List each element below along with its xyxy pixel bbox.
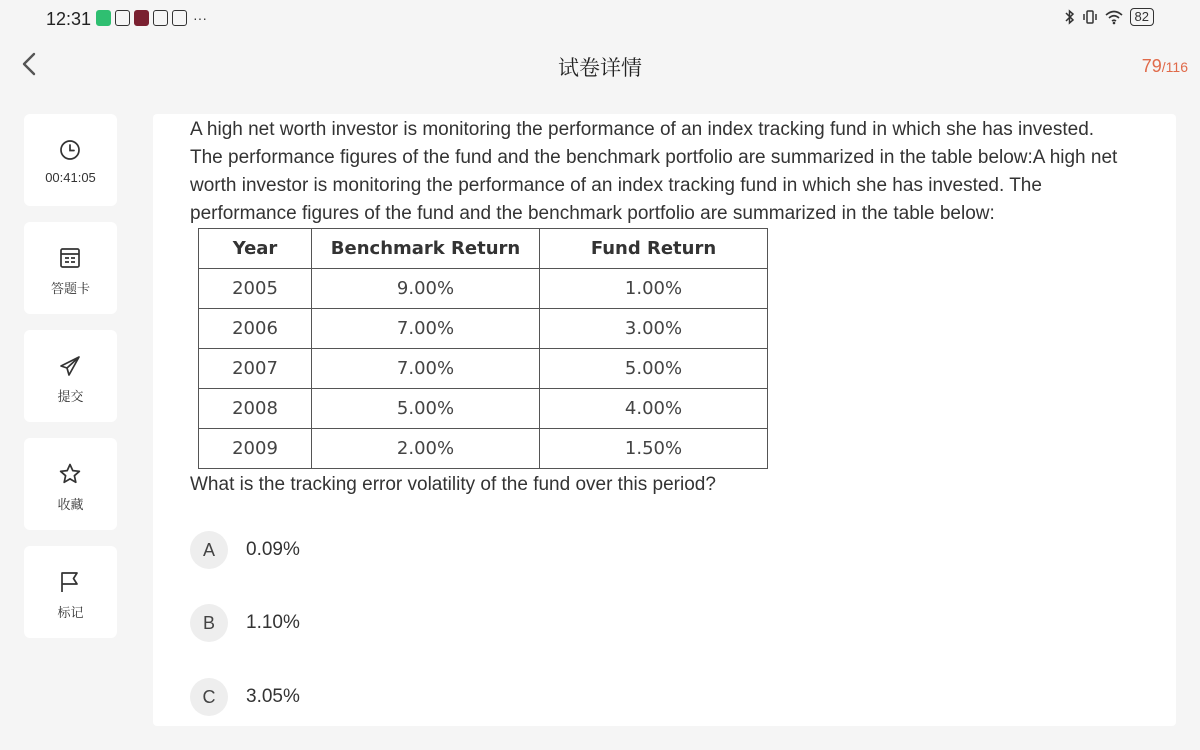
table-cell: 1.00% — [540, 269, 768, 309]
option-text: 1.10% — [246, 612, 300, 633]
table-header-row — [199, 229, 768, 269]
green-app-icon — [96, 10, 111, 26]
book-icon — [153, 10, 168, 26]
option-text: 0.09% — [246, 539, 300, 560]
timer-panel — [24, 114, 117, 206]
table-cell: 2006 — [199, 309, 312, 349]
status-bar — [0, 0, 1200, 38]
option-b[interactable] — [190, 604, 300, 642]
nav-bar — [0, 40, 1200, 92]
table-cell: 5.00% — [540, 349, 768, 389]
table-header: Year — [199, 229, 312, 269]
table-header: Fund Return — [540, 229, 768, 269]
table-cell: 2007 — [199, 349, 312, 389]
question-stem: A high net worth investor is monitoring the performance of an index tracking fund in which she has invested. The performance figures of the fund and the benchmark portfolio are summarized in the table below:A high net worth investor is monitoring the performance of an index tracking fund in which she has invested. The performance figures of the fund and the benchmark portfolio are summarized in the table below: — [190, 119, 1118, 224]
option-letter: B — [190, 604, 228, 642]
mark-label: 标记 — [57, 605, 84, 620]
question-progress[interactable] — [1142, 56, 1188, 77]
submit-label: 提交 — [57, 389, 84, 404]
current-question-number: 79 — [1141, 56, 1162, 76]
submit-button[interactable] — [24, 330, 117, 422]
option-text: 3.05% — [246, 686, 300, 707]
system-icons — [1064, 8, 1154, 26]
status-time: 12:31 — [46, 9, 92, 29]
answer-card-label: 答题卡 — [50, 281, 90, 296]
answer-card-button[interactable] — [24, 222, 117, 314]
flag-icon — [58, 570, 82, 594]
star-icon — [58, 462, 82, 486]
favorite-label: 收藏 — [57, 497, 84, 512]
notification-icons — [96, 10, 207, 26]
table-cell: 2.00% — [312, 429, 540, 469]
option-c[interactable] — [190, 678, 300, 716]
table-row — [199, 429, 768, 469]
table-cell: 7.00% — [312, 349, 540, 389]
table-row — [199, 349, 768, 389]
table-cell: 2009 — [199, 429, 312, 469]
paper-plane-icon — [58, 354, 82, 378]
question-prompt: What is the tracking error volatility of the fund over this period? — [190, 474, 716, 495]
table-cell: 4.00% — [540, 389, 768, 429]
mark-button[interactable] — [24, 546, 117, 638]
bluetooth-icon — [1064, 9, 1076, 25]
vibrate-icon — [1082, 9, 1098, 25]
table-cell: 7.00% — [312, 309, 540, 349]
table-cell: 3.00% — [540, 309, 768, 349]
page-title: 试卷详情 — [558, 56, 642, 80]
red-app-icon — [134, 10, 149, 26]
wifi-icon — [1104, 9, 1124, 25]
option-letter: A — [190, 531, 228, 569]
option-a[interactable] — [190, 531, 300, 569]
table-cell: 2008 — [199, 389, 312, 429]
table-cell: 2005 — [199, 269, 312, 309]
book-icon — [115, 10, 130, 26]
more-notifications-icon: ··· — [193, 10, 207, 26]
table-row — [199, 269, 768, 309]
battery-indicator: 82 — [1130, 8, 1154, 26]
timer-label: 00:41:05 — [45, 170, 96, 185]
book-icon — [172, 10, 187, 26]
option-letter: C — [190, 678, 228, 716]
table-cell: 9.00% — [312, 269, 540, 309]
table-cell: 5.00% — [312, 389, 540, 429]
table-row — [199, 309, 768, 349]
table-cell: 1.50% — [540, 429, 768, 469]
total-questions: /116 — [1161, 59, 1188, 75]
table-row — [199, 389, 768, 429]
clock-icon — [58, 138, 82, 162]
table-header: Benchmark Return — [312, 229, 540, 269]
answer-sheet-icon — [58, 246, 82, 270]
favorite-button[interactable] — [24, 438, 117, 530]
question-card — [153, 114, 1176, 726]
performance-table — [198, 228, 768, 469]
